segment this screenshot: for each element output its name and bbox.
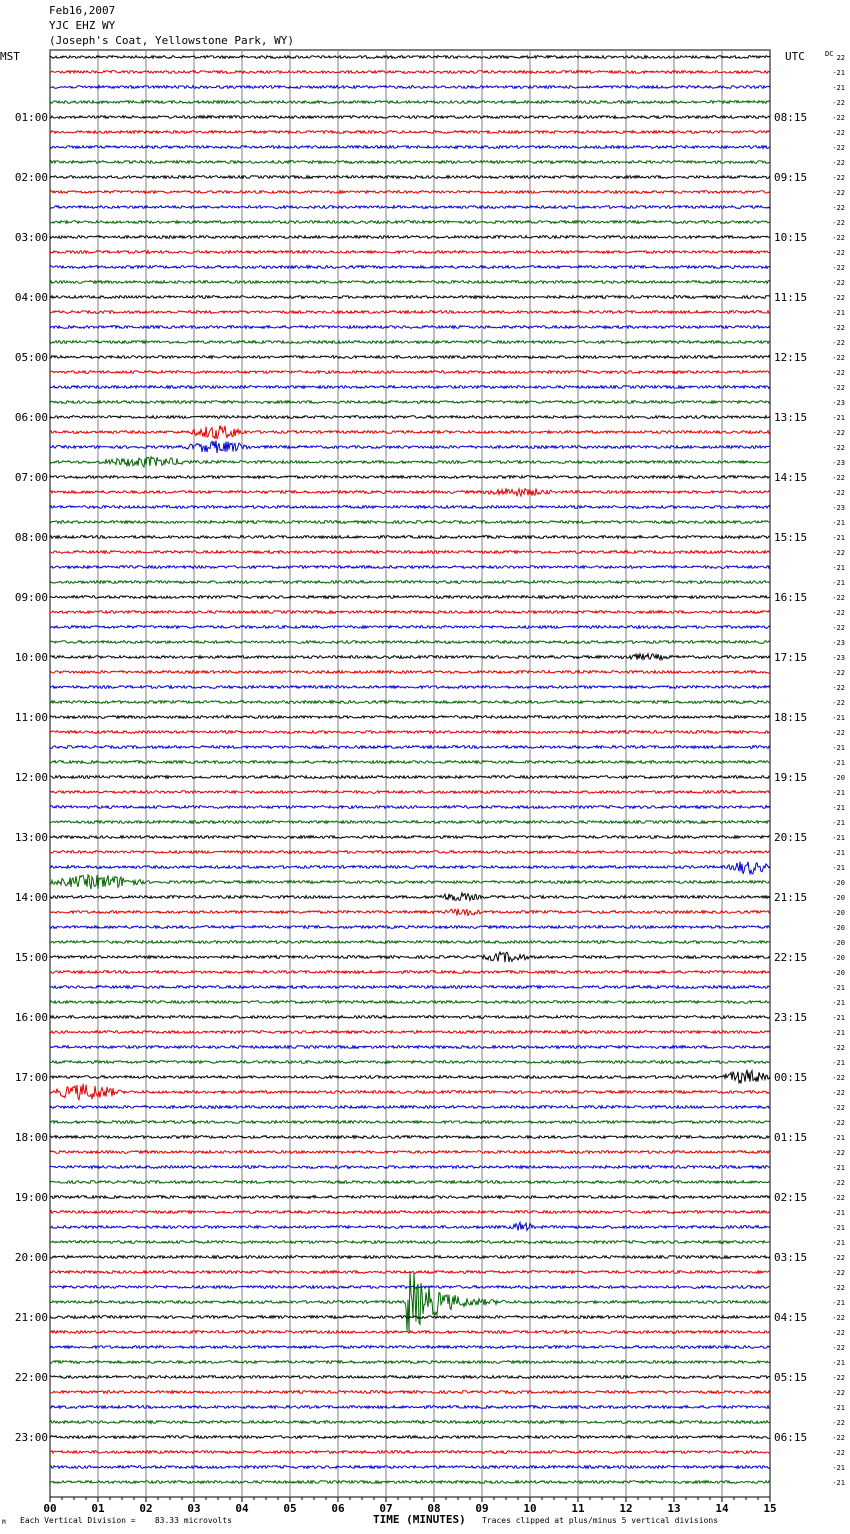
trace-line (50, 836, 770, 839)
dc-offset-label: -22 (832, 684, 845, 692)
utc-hour-label: 13:15 (774, 411, 808, 424)
trace-line (50, 191, 770, 194)
utc-hour-label: 18:15 (774, 711, 808, 724)
trace-line (50, 611, 770, 614)
dc-offset-label: -22 (832, 549, 845, 557)
trace-line (50, 1481, 770, 1484)
record-date: Feb16,2007 (49, 4, 116, 17)
trace-line (50, 1256, 770, 1259)
trace-line (50, 296, 770, 299)
mst-hour-label: 23:00 (14, 1431, 48, 1444)
dc-offset-label: -22 (832, 144, 845, 152)
dc-offset-label: -21 (832, 579, 845, 587)
mst-hour-label: 03:00 (14, 231, 48, 244)
dc-offset-label: -22 (832, 249, 845, 257)
utc-hour-label: 11:15 (774, 291, 808, 304)
dc-offset-label: -22 (832, 1344, 845, 1352)
clip-note: Traces clipped at plus/minus 5 vertical divisions (482, 1516, 719, 1525)
dc-offset-label: -21 (832, 999, 845, 1007)
mst-hour-label: 12:00 (14, 771, 48, 784)
x-tick-label: 07 (379, 1502, 393, 1515)
dc-offset-label: -22 (832, 339, 845, 347)
dc-offset-label: -20 (832, 969, 845, 977)
trace-line (50, 536, 770, 539)
trace-line (50, 131, 770, 134)
dc-offset-label: -21 (832, 1299, 845, 1307)
dc-header-label: DC (825, 50, 834, 58)
trace-line (50, 161, 770, 164)
dc-offset-label: -21 (832, 519, 845, 527)
trace-line (50, 806, 770, 809)
dc-offset-label: -22 (832, 129, 845, 137)
trace-line (50, 1331, 770, 1334)
utc-hour-label: 23:15 (774, 1011, 808, 1024)
trace-line (50, 1361, 770, 1364)
trace-line (50, 1084, 770, 1100)
dc-offset-label: -23 (832, 639, 845, 647)
dc-offset-label: -22 (832, 1194, 845, 1202)
trace-line (50, 566, 770, 569)
trace-line (50, 281, 770, 284)
dc-offset-label: -22 (832, 1179, 845, 1187)
trace-line (50, 686, 770, 689)
x-tick-label: 08 (427, 1502, 441, 1515)
dc-offset-label: -22 (832, 594, 845, 602)
dc-offset-label: -22 (832, 294, 845, 302)
trace-line (50, 596, 770, 599)
trace-line (50, 986, 770, 989)
trace-line (50, 1121, 770, 1124)
utc-hour-label: 16:15 (774, 591, 808, 604)
utc-hour-label: 22:15 (774, 951, 808, 964)
dc-offset-label: -22 (832, 1314, 845, 1322)
trace-line (50, 641, 770, 644)
dc-offset-label: -20 (832, 954, 845, 962)
dc-offset-label: -21 (832, 1134, 845, 1142)
mst-hour-label: 16:00 (14, 1011, 48, 1024)
dc-offset-label: -22 (832, 1329, 845, 1337)
trace-line (50, 1196, 770, 1199)
dc-offset-label: -22 (832, 474, 845, 482)
dc-offset-label: -22 (832, 1089, 845, 1097)
dc-offset-label: -22 (832, 99, 845, 107)
station-location: (Joseph's Coat, Yellowstone Park, WY) (49, 34, 295, 47)
utc-hour-label: 08:15 (774, 111, 808, 124)
utc-hour-label: 15:15 (774, 531, 808, 544)
dc-offset-label: -22 (832, 1389, 845, 1397)
trace-line (50, 416, 770, 419)
dc-offset-label: -22 (832, 369, 845, 377)
dc-offset-label: -21 (832, 819, 845, 827)
utc-hour-label: 05:15 (774, 1371, 808, 1384)
utc-hour-label: 12:15 (774, 351, 808, 364)
trace-line (50, 1241, 770, 1244)
trace-line (50, 101, 770, 104)
mst-hour-label: 15:00 (14, 951, 48, 964)
dc-offset-label: -22 (832, 114, 845, 122)
trace-line (50, 56, 770, 59)
dc-offset-label: -22 (832, 1269, 845, 1277)
trace-line (50, 341, 770, 344)
dc-offset-label: -22 (832, 189, 845, 197)
trace-line (50, 791, 770, 794)
scale-note: Each Vertical Division = 83.33 microvolts (20, 1516, 232, 1525)
dc-offset-label: -21 (832, 714, 845, 722)
trace-line (50, 926, 770, 929)
trace-line (50, 875, 770, 889)
trace-line (50, 1421, 770, 1424)
mst-hour-label: 09:00 (14, 591, 48, 604)
dc-offset-label: -22 (832, 1104, 845, 1112)
trace-line (50, 1391, 770, 1394)
dc-offset-label: -22 (832, 1419, 845, 1427)
x-tick-label: 11 (571, 1502, 585, 1515)
trace-line (50, 581, 770, 584)
dc-offset-label: -22 (832, 1044, 845, 1052)
trace-line (50, 671, 770, 674)
dc-offset-label: -21 (832, 744, 845, 752)
trace-line (50, 425, 770, 439)
dc-offset-label: -21 (832, 69, 845, 77)
x-tick-label: 06 (331, 1502, 345, 1515)
mst-hour-label: 13:00 (14, 831, 48, 844)
time-axis-label: TIME (MINUTES) (373, 1513, 466, 1526)
trace-line (50, 356, 770, 359)
mst-hour-label: 17:00 (14, 1071, 48, 1084)
trace-line (50, 221, 770, 224)
dc-offset-label: -22 (832, 204, 845, 212)
mst-hour-label: 06:00 (14, 411, 48, 424)
mst-hour-label: 18:00 (14, 1131, 48, 1144)
x-tick-label: 01 (91, 1502, 105, 1515)
trace-line (50, 952, 770, 962)
mst-hour-label: 04:00 (14, 291, 48, 304)
corner-mark: M (2, 1519, 6, 1526)
utc-hour-label: 04:15 (774, 1311, 808, 1324)
trace-line (50, 1046, 770, 1049)
trace-line (50, 1070, 770, 1084)
trace-line (50, 266, 770, 269)
trace-line (50, 176, 770, 179)
trace-line (50, 1166, 770, 1169)
trace-line (50, 909, 770, 916)
trace-line (50, 1406, 770, 1409)
dc-offset-label: -21 (832, 789, 845, 797)
dc-offset-label: -22 (832, 1074, 845, 1082)
utc-hour-label: 20:15 (774, 831, 808, 844)
dc-offset-label: -20 (832, 879, 845, 887)
dc-offset-label: -21 (832, 309, 845, 317)
dc-offset-label: -21 (832, 1164, 845, 1172)
trace-line (50, 371, 770, 374)
station-code: YJC EHZ WY (49, 19, 116, 32)
dc-offset-label: -22 (832, 324, 845, 332)
dc-offset-label: -21 (832, 864, 845, 872)
trace-line (50, 654, 770, 660)
x-tick-label: 10 (523, 1502, 537, 1515)
dc-offset-label: -21 (832, 1029, 845, 1037)
mst-hour-label: 20:00 (14, 1251, 48, 1264)
dc-offset-label: -20 (832, 894, 845, 902)
trace-line (50, 1346, 770, 1349)
dc-offset-label: -21 (832, 759, 845, 767)
dc-offset-label: -21 (832, 834, 845, 842)
dc-offset-label: 22 (836, 54, 845, 62)
trace-line (50, 701, 770, 704)
trace-line (50, 488, 770, 496)
dc-offset-label: -22 (832, 609, 845, 617)
trace-line (50, 457, 770, 467)
x-tick-label: 03 (187, 1502, 201, 1515)
x-tick-label: 12 (619, 1502, 633, 1515)
trace-line (50, 551, 770, 554)
dc-offset-label: -22 (832, 234, 845, 242)
x-tick-label: 15 (763, 1502, 777, 1515)
dc-offset-label: -21 (832, 1359, 845, 1367)
trace-line (50, 1016, 770, 1019)
dc-offset-label: -23 (832, 504, 845, 512)
dc-offset-label: -21 (832, 1239, 845, 1247)
trace-line (50, 1151, 770, 1154)
utc-hour-label: 14:15 (774, 471, 808, 484)
dc-offset-label: -20 (832, 924, 845, 932)
trace-line (50, 1316, 770, 1319)
trace-line (50, 326, 770, 329)
trace-line (50, 1211, 770, 1214)
trace-line (50, 1272, 770, 1332)
dc-offset-label: -21 (832, 564, 845, 572)
dc-offset-label: -22 (832, 489, 845, 497)
trace-line (50, 1451, 770, 1454)
dc-offset-label: -21 (832, 84, 845, 92)
trace-line (50, 862, 770, 874)
mst-hour-label: 02:00 (14, 171, 48, 184)
trace-line (50, 251, 770, 254)
dc-offset-label: -22 (832, 1149, 845, 1157)
trace-line (50, 1222, 770, 1230)
dc-offset-label: -22 (832, 279, 845, 287)
trace-line (50, 206, 770, 209)
dc-offset-label: -22 (832, 444, 845, 452)
mst-hour-label: 19:00 (14, 1191, 48, 1204)
trace-line (50, 386, 770, 389)
utc-hour-label: 03:15 (774, 1251, 808, 1264)
trace-line (50, 116, 770, 119)
mst-hour-label: 14:00 (14, 891, 48, 904)
utc-hour-label: 06:15 (774, 1431, 808, 1444)
x-tick-label: 05 (283, 1502, 297, 1515)
trace-line (50, 506, 770, 509)
trace-line (50, 893, 770, 901)
x-tick-label: 09 (475, 1502, 489, 1515)
dc-offset-label: -23 (832, 654, 845, 662)
trace-line (50, 971, 770, 974)
trace-line (50, 146, 770, 149)
dc-offset-label: -22 (832, 159, 845, 167)
trace-line (50, 731, 770, 734)
dc-offset-label: -20 (832, 939, 845, 947)
dc-offset-label: -21 (832, 984, 845, 992)
dc-offset-label: -22 (832, 1284, 845, 1292)
trace-line (50, 1001, 770, 1004)
trace-line (50, 1181, 770, 1184)
trace-line (50, 776, 770, 779)
trace-line (50, 441, 770, 454)
trace-line (50, 521, 770, 524)
x-tick-label: 02 (139, 1502, 153, 1515)
x-tick-label: 13 (667, 1502, 681, 1515)
dc-offset-label: -22 (832, 1434, 845, 1442)
trace-line (50, 311, 770, 314)
dc-offset-label: -22 (832, 219, 845, 227)
trace-line (50, 746, 770, 749)
utc-hour-label: 19:15 (774, 771, 808, 784)
dc-offset-label: -21 (832, 414, 845, 422)
dc-offset-label: -22 (832, 669, 845, 677)
dc-offset-label: -21 (832, 804, 845, 812)
trace-line (50, 761, 770, 764)
mst-hour-label: 07:00 (14, 471, 48, 484)
trace-line (50, 1376, 770, 1379)
dc-offset-label: -22 (832, 174, 845, 182)
trace-line (50, 1466, 770, 1469)
x-tick-label: 04 (235, 1502, 249, 1515)
mst-hour-label: 22:00 (14, 1371, 48, 1384)
dc-offset-label: -22 (832, 429, 845, 437)
mst-hour-label: 21:00 (14, 1311, 48, 1324)
trace-line (50, 71, 770, 74)
utc-hour-label: 02:15 (774, 1191, 808, 1204)
mst-hour-label: 01:00 (14, 111, 48, 124)
utc-hour-label: 21:15 (774, 891, 808, 904)
mst-hour-label: 05:00 (14, 351, 48, 364)
mst-axis-title: MST (0, 50, 20, 63)
dc-offset-label: -21 (832, 1464, 845, 1472)
dc-offset-label: -21 (832, 1209, 845, 1217)
dc-offset-label: -22 (832, 1449, 845, 1457)
dc-offset-label: -21 (832, 1014, 845, 1022)
dc-offset-label: -23 (832, 459, 845, 467)
trace-line (50, 401, 770, 404)
dc-offset-label: -21 (832, 849, 845, 857)
utc-axis-title: UTC (785, 50, 805, 63)
x-tick-label: 14 (715, 1502, 729, 1515)
dc-offset-label: -22 (832, 729, 845, 737)
trace-line (50, 821, 770, 824)
dc-offset-label: -21 (832, 534, 845, 542)
dc-offset-label: -21 (832, 1224, 845, 1232)
mst-hour-label: 10:00 (14, 651, 48, 664)
dc-offset-label: -23 (832, 399, 845, 407)
utc-hour-label: 17:15 (774, 651, 808, 664)
trace-line (50, 716, 770, 719)
mst-hour-label: 08:00 (14, 531, 48, 544)
utc-hour-label: 10:15 (774, 231, 808, 244)
utc-hour-label: 01:15 (774, 1131, 808, 1144)
trace-line (50, 86, 770, 89)
trace-line (50, 236, 770, 239)
dc-offset-label: -22 (832, 1374, 845, 1382)
x-tick-label: 00 (43, 1502, 57, 1515)
trace-line (50, 626, 770, 629)
trace-line (50, 1436, 770, 1439)
dc-offset-label: -22 (832, 624, 845, 632)
trace-line (50, 1031, 770, 1034)
dc-offset-label: -21 (832, 1059, 845, 1067)
utc-hour-label: 09:15 (774, 171, 808, 184)
dc-offset-label: -20 (832, 774, 845, 782)
trace-line (50, 1106, 770, 1109)
dc-offset-label: -22 (832, 1119, 845, 1127)
utc-hour-label: 00:15 (774, 1071, 808, 1084)
dc-offset-label: -20 (832, 909, 845, 917)
trace-line (50, 851, 770, 854)
mst-hour-label: 11:00 (14, 711, 48, 724)
dc-offset-label: -22 (832, 1254, 845, 1262)
dc-offset-label: -22 (832, 264, 845, 272)
trace-line (50, 1061, 770, 1064)
dc-offset-label: -21 (832, 1479, 845, 1487)
trace-line (50, 1136, 770, 1139)
dc-offset-label: -22 (832, 384, 845, 392)
dc-offset-label: -22 (832, 699, 845, 707)
dc-offset-label: -21 (832, 1404, 845, 1412)
trace-line (50, 476, 770, 479)
trace-line (50, 941, 770, 944)
dc-offset-label: -22 (832, 354, 845, 362)
